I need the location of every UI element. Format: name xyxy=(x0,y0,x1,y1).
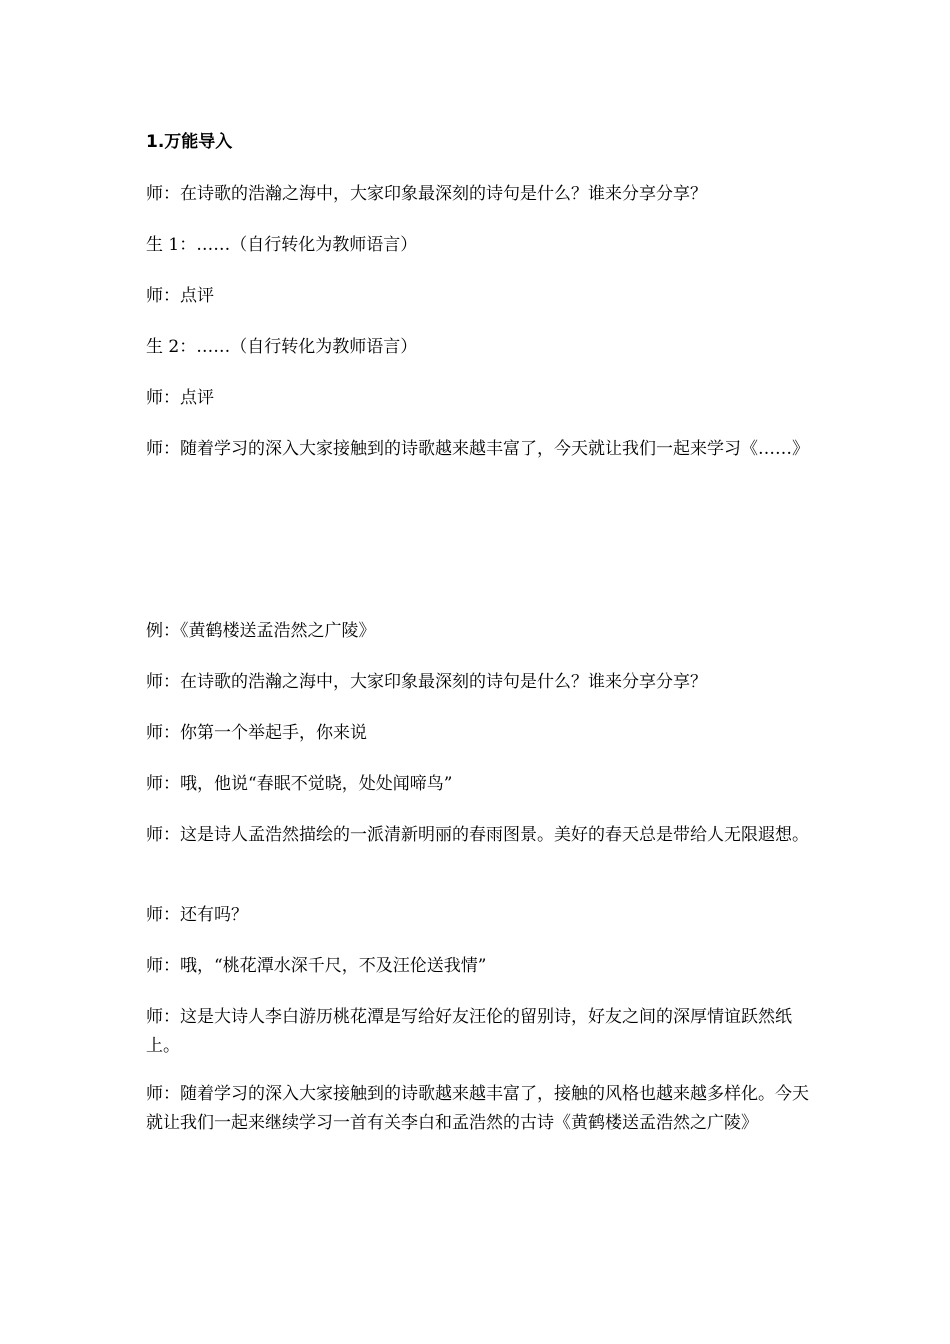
intro-line-6: 师：随着学习的深入大家接触到的诗歌越来越丰富了，今天就让我们一起来学习《……》 xyxy=(146,439,809,459)
section-heading: 1.万能导入 xyxy=(146,132,233,152)
intro-line-5: 师：点评 xyxy=(146,388,214,408)
example-line-7: 师：这是大诗人李白游历桃花潭是写给好友汪伦的留别诗，好友之间的深厚情谊跃然纸上。 xyxy=(146,1007,792,1056)
example-line-6: 师：哦，“桃花潭水深千尺，不及汪伦送我情” xyxy=(146,956,487,976)
example-line-1: 师：在诗歌的浩瀚之海中，大家印象最深刻的诗句是什么？谁来分享分享？ xyxy=(146,672,707,692)
example-line-5: 师：还有吗？ xyxy=(146,905,248,925)
example-line-3: 师：哦，他说“春眠不觉晓，处处闻啼鸟” xyxy=(146,774,453,794)
example-line-4: 师：这是诗人孟浩然描绘的一派清新明丽的春雨图景。美好的春天总是带给人无限遐想。 xyxy=(146,825,809,845)
intro-line-2: 生 1：……（自行转化为教师语言） xyxy=(146,235,418,255)
example-line-2: 师：你第一个举起手，你来说 xyxy=(146,723,367,743)
intro-line-1: 师：在诗歌的浩瀚之海中，大家印象最深刻的诗句是什么？谁来分享分享？ xyxy=(146,184,707,204)
intro-line-3: 师：点评 xyxy=(146,286,214,306)
example-title: 例：《黄鹤楼送孟浩然之广陵》 xyxy=(146,621,376,641)
example-line-8: 师：随着学习的深入大家接触到的诗歌越来越丰富了，接触的风格也越来越多样化。今天就让我们一起来继续学习一首有关李白和孟浩然的古诗《黄鹤楼送孟浩然之广陵》 xyxy=(146,1084,809,1133)
intro-line-4: 生 2：……（自行转化为教师语言） xyxy=(146,337,418,357)
